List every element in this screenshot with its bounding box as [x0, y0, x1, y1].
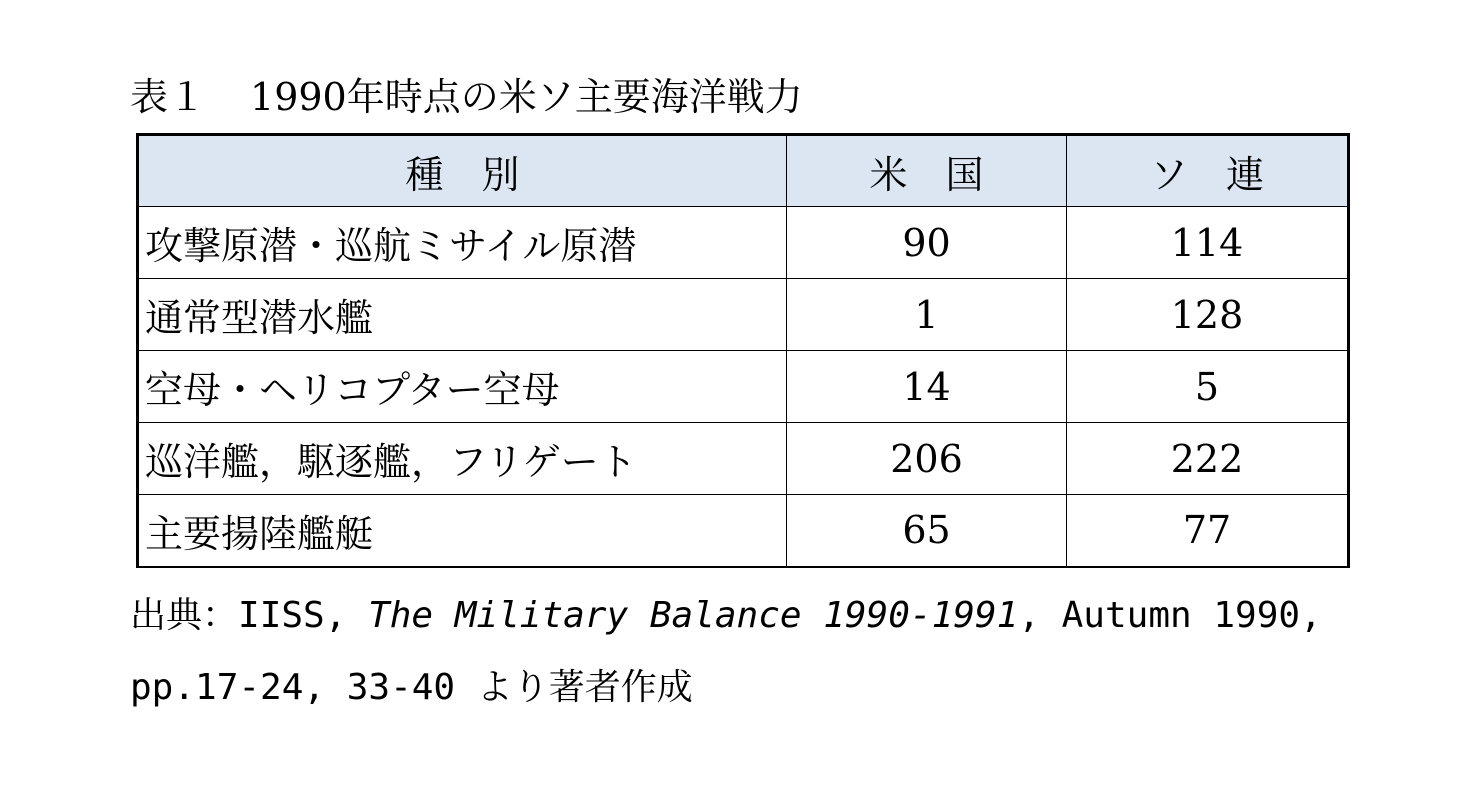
row-us-value: 1: [787, 279, 1067, 351]
row-category: 通常型潜水艦: [138, 279, 787, 351]
row-ussr-value: 5: [1067, 351, 1349, 423]
header-us: 米 国: [787, 135, 1067, 207]
row-category: 空母・ヘリコプター空母: [138, 351, 787, 423]
row-ussr-value: 222: [1067, 423, 1349, 495]
row-category: 巡洋艦，駆逐艦，フリゲート: [138, 423, 787, 495]
source-pages: pp.17-24, 33-40: [130, 667, 456, 708]
row-us-value: 65: [787, 495, 1067, 567]
row-ussr-value: 128: [1067, 279, 1349, 351]
table-row: [138, 495, 1349, 567]
row-us-value: 14: [787, 351, 1067, 423]
source-org: IISS,: [238, 595, 369, 636]
source-suffix: より著者作成: [476, 667, 693, 708]
source-note: [130, 580, 1370, 724]
table-caption-title: 1990年時点の米ソ主要海洋戦力: [250, 75, 803, 119]
header-category: 種 別: [138, 135, 787, 207]
header-ussr: ソ 連: [1067, 135, 1349, 207]
row-category: 主要揚陸艦艇: [138, 495, 787, 567]
naval-forces-table: [136, 133, 1350, 568]
row-us-value: 90: [787, 207, 1067, 279]
row-ussr-value: 114: [1067, 207, 1349, 279]
table-row: [138, 207, 1349, 279]
row-us-value: 206: [787, 423, 1067, 495]
table-caption: [130, 72, 803, 122]
table-row: [138, 279, 1349, 351]
table-row: [138, 423, 1349, 495]
row-category: 攻撃原潜・巡航ミサイル原潜: [138, 207, 787, 279]
table-header-row: [138, 135, 1349, 207]
table-row: [138, 351, 1349, 423]
source-details: , Autumn 1990,: [1018, 595, 1322, 636]
row-ussr-value: 77: [1067, 495, 1349, 567]
table-caption-label: 表１: [130, 75, 207, 119]
source-publication: The Military Balance 1990-1991: [368, 595, 1019, 636]
source-prefix: 出典：: [130, 595, 239, 636]
